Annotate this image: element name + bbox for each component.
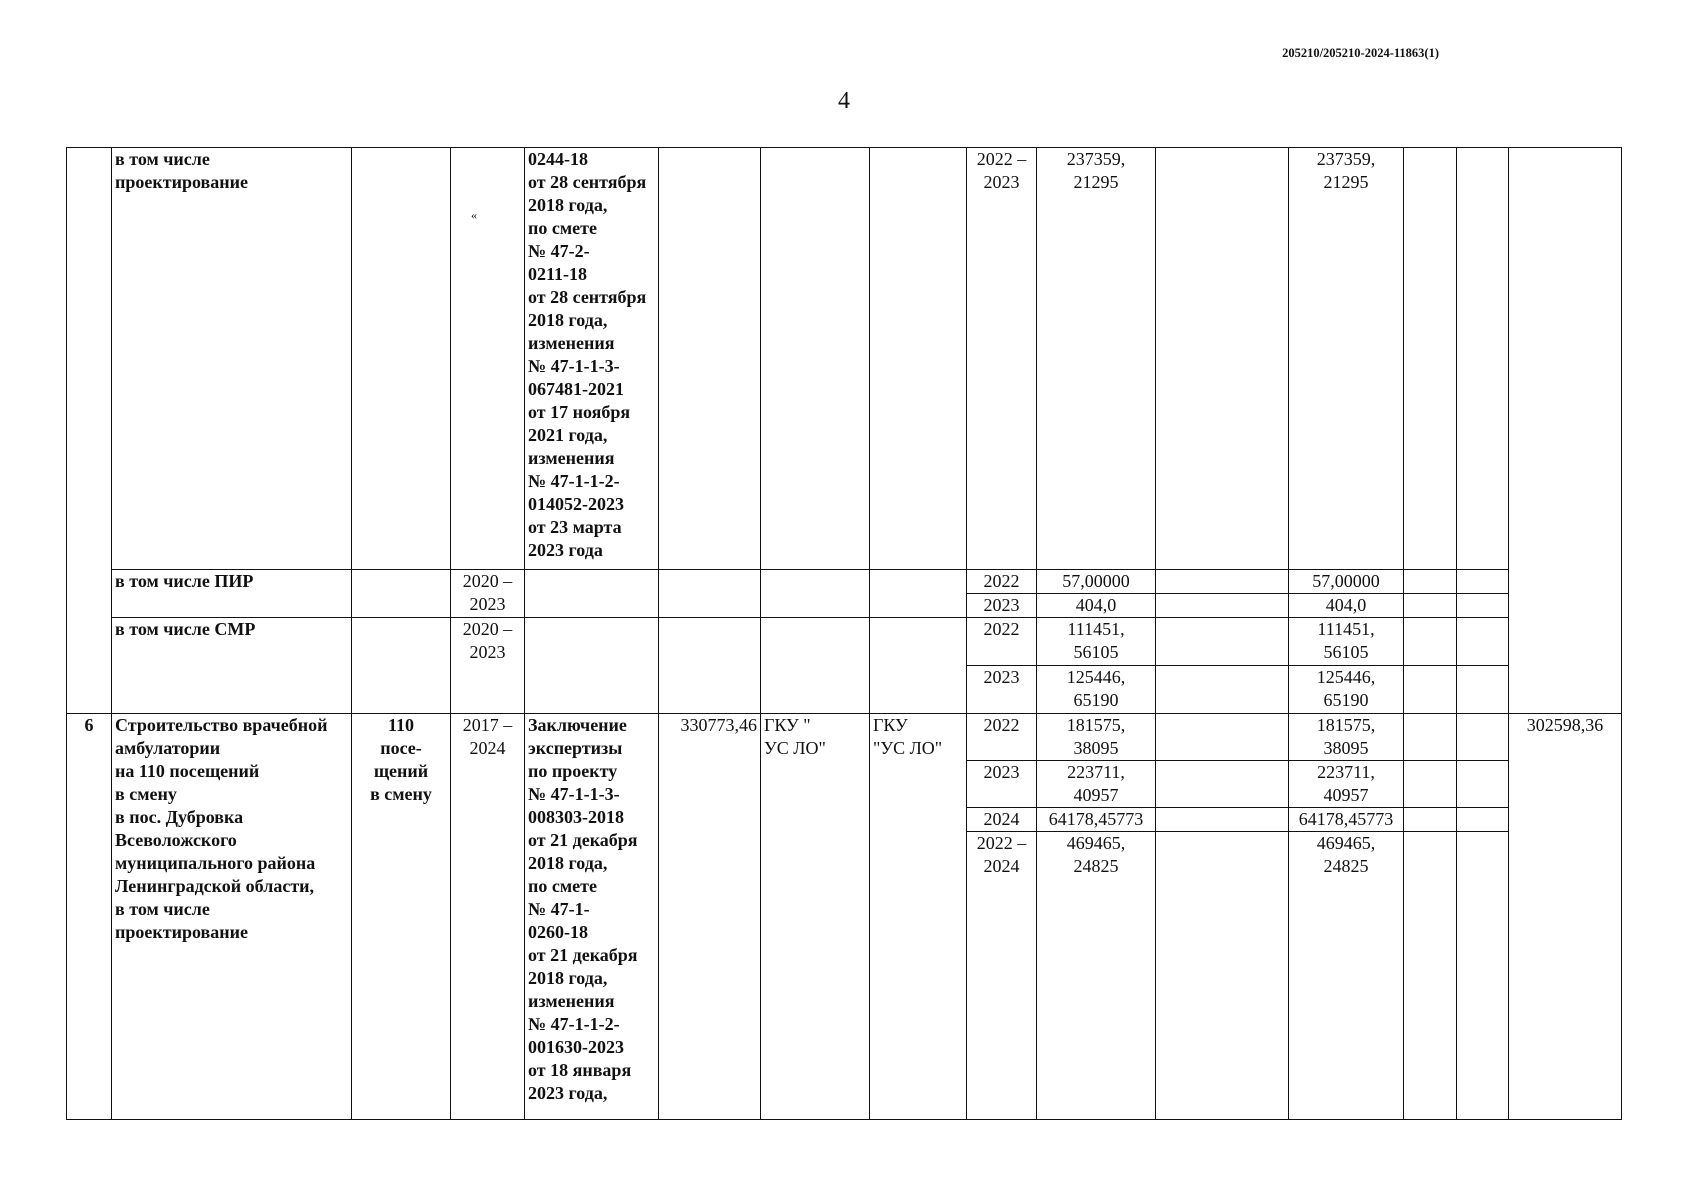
regional-funding-cell: 57,00000 xyxy=(1289,570,1404,594)
customer-cell xyxy=(761,148,870,570)
object-name-cell: в том числе СМР xyxy=(112,618,352,714)
local-funding-cell xyxy=(1404,808,1457,832)
local-funding-cell xyxy=(1404,714,1457,761)
federal-funding-cell xyxy=(1156,761,1289,808)
regional-funding-cell: 181575, 38095 xyxy=(1289,714,1404,761)
developer-cell xyxy=(870,148,967,570)
other-funding-cell xyxy=(1457,148,1509,570)
table-row xyxy=(67,618,1622,666)
total-funding-cell: 223711, 40957 xyxy=(1037,761,1156,808)
total-funding-cell: 237359, 21295 xyxy=(1037,148,1156,570)
table-row xyxy=(67,148,1622,570)
stray-mark: « xyxy=(471,208,477,222)
remaining-cost-cell: 302598,36 xyxy=(1509,714,1622,1120)
federal-funding-cell xyxy=(1156,714,1289,761)
construction-objects-table xyxy=(66,147,1622,1120)
total-funding-cell: 181575, 38095 xyxy=(1037,714,1156,761)
capacity-cell xyxy=(352,618,451,714)
regional-funding-cell: 111451, 56105 xyxy=(1289,618,1404,666)
object-name-cell: в том числе проектирование xyxy=(112,148,352,570)
document-id: 205210/205210-2024-11863(1) xyxy=(1282,46,1439,60)
local-funding-cell xyxy=(1404,618,1457,666)
expertise-document-cell xyxy=(525,570,659,618)
federal-funding-cell xyxy=(1156,808,1289,832)
other-funding-cell xyxy=(1457,618,1509,666)
regional-funding-cell: 64178,45773 xyxy=(1289,808,1404,832)
developer-cell xyxy=(870,570,967,618)
period-cell: 2020 – 2023 xyxy=(451,618,525,714)
total-funding-cell: 404,0 xyxy=(1037,594,1156,618)
regional-funding-cell: 125446, 65190 xyxy=(1289,666,1404,714)
other-funding-cell xyxy=(1457,570,1509,594)
period-cell xyxy=(451,148,525,570)
estimate-cell xyxy=(659,570,761,618)
local-funding-cell xyxy=(1404,832,1457,1120)
object-name-cell: Строительство врачебной амбулатории на 110 посещений в смену в пос. Дубровка Всеволожского муниципального района Ленинградской области, в том числе проектирование xyxy=(112,714,352,1120)
estimate-cell xyxy=(659,618,761,714)
estimate-cell xyxy=(659,148,761,570)
customer-cell: ГКУ " УС ЛО" xyxy=(761,714,870,1120)
year-cell: 2023 xyxy=(967,666,1037,714)
remaining-cost-cell xyxy=(1509,148,1622,714)
expertise-document-cell xyxy=(525,618,659,714)
year-cell: 2022 – 2024 xyxy=(967,832,1037,1120)
number-cell-empty xyxy=(67,148,112,714)
local-funding-cell xyxy=(1404,594,1457,618)
other-funding-cell xyxy=(1457,761,1509,808)
customer-cell xyxy=(761,570,870,618)
expertise-document-cell: 0244-18 от 28 сентября 2018 года, по смете № 47-2- 0211-18 от 28 сентября 2018 года, изменения № 47-1-1-3- 067481-2021 от 17 ноября 2021 года, изменения № 47-1-1-2- 014052-2023 от 23 марта 2023 года xyxy=(525,148,659,570)
total-funding-cell: 64178,45773 xyxy=(1037,808,1156,832)
other-funding-cell xyxy=(1457,714,1509,761)
local-funding-cell xyxy=(1404,761,1457,808)
year-cell: 2024 xyxy=(967,808,1037,832)
other-funding-cell xyxy=(1457,666,1509,714)
other-funding-cell xyxy=(1457,808,1509,832)
total-funding-cell: 57,00000 xyxy=(1037,570,1156,594)
federal-funding-cell xyxy=(1156,148,1289,570)
regional-funding-cell: 223711, 40957 xyxy=(1289,761,1404,808)
regional-funding-cell: 237359, 21295 xyxy=(1289,148,1404,570)
federal-funding-cell xyxy=(1156,832,1289,1120)
local-funding-cell xyxy=(1404,148,1457,570)
federal-funding-cell xyxy=(1156,666,1289,714)
other-funding-cell xyxy=(1457,594,1509,618)
estimate-cell: 330773,46 xyxy=(659,714,761,1120)
table-row xyxy=(67,570,1622,594)
customer-cell xyxy=(761,618,870,714)
expertise-document-cell: Заключение экспертизы по проекту № 47-1-1-3- 008303-2018 от 21 декабря 2018 года, по смете № 47-1- 0260-18 от 21 декабря 2018 года, изменения № 47-1-1-2- 001630-2023 от 18 января 2023 года, xyxy=(525,714,659,1120)
year-cell: 2022 xyxy=(967,714,1037,761)
table-row xyxy=(67,714,1622,761)
period-cell: 2017 – 2024 xyxy=(451,714,525,1120)
year-cell: 2022 xyxy=(967,618,1037,666)
capacity-cell: 110 посе- щений в смену xyxy=(352,714,451,1120)
developer-cell: ГКУ "УС ЛО" xyxy=(870,714,967,1120)
local-funding-cell xyxy=(1404,666,1457,714)
federal-funding-cell xyxy=(1156,570,1289,594)
other-funding-cell xyxy=(1457,832,1509,1120)
total-funding-cell: 469465, 24825 xyxy=(1037,832,1156,1120)
year-cell: 2022 xyxy=(967,570,1037,594)
local-funding-cell xyxy=(1404,570,1457,594)
year-cell: 2023 xyxy=(967,594,1037,618)
page-number: 4 xyxy=(838,88,850,114)
object-name-cell: в том числе ПИР xyxy=(112,570,352,618)
period-cell: 2020 – 2023 xyxy=(451,570,525,618)
year-cell: 2022 – 2023 xyxy=(967,148,1037,570)
regional-funding-cell: 469465, 24825 xyxy=(1289,832,1404,1120)
capacity-cell xyxy=(352,148,451,570)
developer-cell xyxy=(870,618,967,714)
total-funding-cell: 125446, 65190 xyxy=(1037,666,1156,714)
total-funding-cell: 111451, 56105 xyxy=(1037,618,1156,666)
federal-funding-cell xyxy=(1156,618,1289,666)
item-number-cell: 6 xyxy=(67,714,112,1120)
federal-funding-cell xyxy=(1156,594,1289,618)
regional-funding-cell: 404,0 xyxy=(1289,594,1404,618)
capacity-cell xyxy=(352,570,451,618)
year-cell: 2023 xyxy=(967,761,1037,808)
